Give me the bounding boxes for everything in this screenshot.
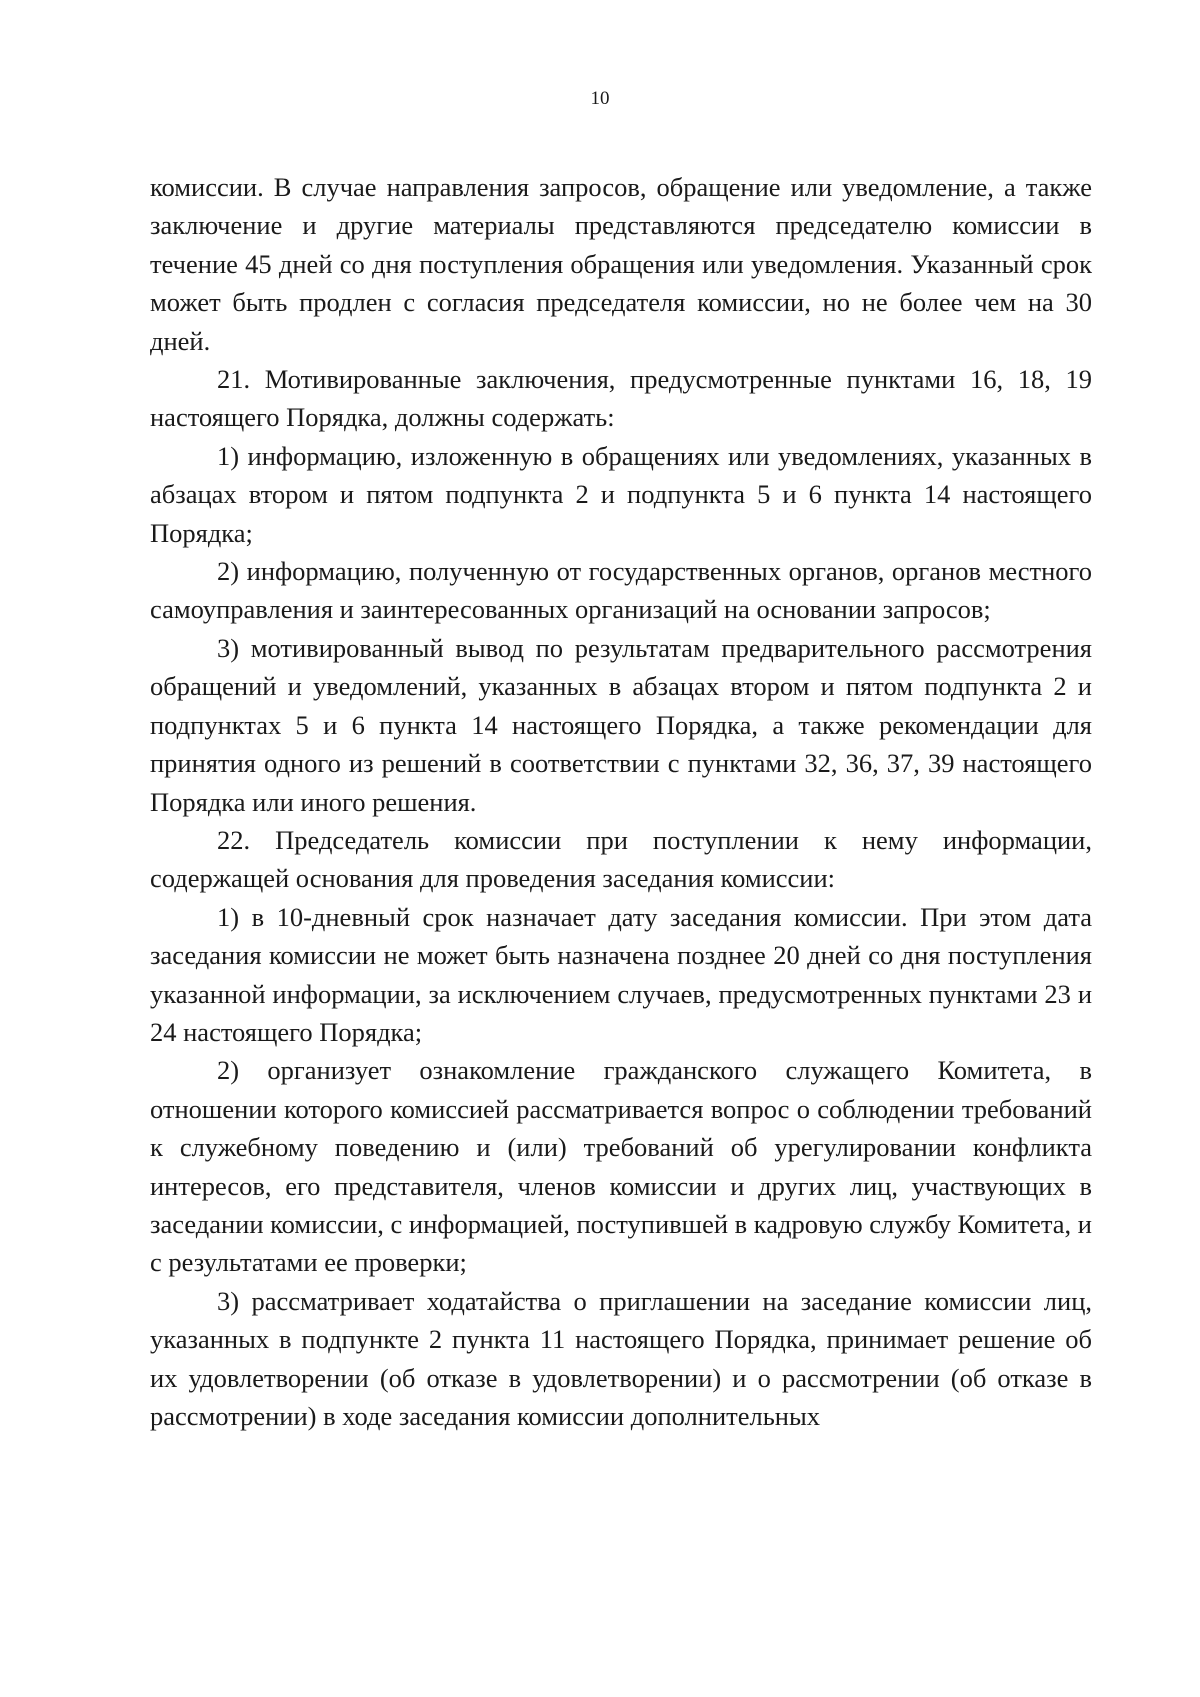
paragraph-item-21-3: 3) мотивированный вывод по результатам предварительного рассмотрения обращений и уведомлений, указанных в абзацах втором и пятом подпункта 2 и подпунктах 5 и 6 пункта 14 настоящего Порядка, а также рекомендации для принятия одного из решений в соответствии с пунктами 32, 36, 37, 39 настоящего Порядка или иного решения. (150, 632, 1092, 817)
paragraph-item-22-1: 1) в 10-дневный срок назначает дату заседания комиссии. При этом дата заседания комиссии не может быть назначена позднее 20 дней со дня поступления указанной информации, за исключением случаев, предусмотренных пунктами 23 и 24 настоящего Порядка; (150, 901, 1092, 1047)
paragraph-item-21-1: 1) информацию, изложенную в обращениях или уведомлениях, указанных в абзацах втором и пятом подпункта 2 и подпункта 5 и 6 пункта 14 настоящего Порядка; (150, 440, 1092, 548)
page-number: 10 (590, 88, 610, 109)
paragraph-continuation: комиссии. В случае направления запросов, обращение или уведомление, а также заключение и другие материалы представляются председателю комиссии в течение 45 дней со дня поступления обращения или уведомления. Указанный срок может быть продлен с согласия председателя комиссии, но не более чем на 30 дней. (150, 172, 1092, 356)
paragraph-item-21-2: 2) информацию, полученную от государственных органов, органов местного самоуправления и заинтересованных организаций на основании запросов; (150, 556, 1092, 625)
paragraph-item-21: 21. Мотивированные заключения, предусмотренные пунктами 16, 18, 19 настоящего Порядка, должны содержать: (150, 364, 1092, 433)
paragraph-item-22-3: 3) рассматривает ходатайства о приглашении на заседание комиссии лиц, указанных в подпункте 2 пункта 11 настоящего Порядка, принимает решение об их удовлетворении (об отказе в удовлетворении) и о рассмотрении (об отказе в рассмотрении) в ходе заседания комиссии дополнительных (150, 1285, 1092, 1431)
document-body (150, 168, 1092, 1435)
paragraph-item-22: 22. Председатель комиссии при поступлении к нему информации, содержащей основания для проведения заседания комиссии: (150, 824, 1092, 894)
paragraph-item-22-2: 2) организует ознакомление гражданского служащего Комитета, в отношении которого комиссией рассматривается вопрос о соблюдении требований к служебному поведению и (или) требований об урегулировании конфликта интересов, его представителя, членов комиссии и других лиц, участвующих в заседании комиссии, с информацией, поступившей в кадровую службу Комитета, и с результатами ее проверки; (150, 1055, 1092, 1278)
